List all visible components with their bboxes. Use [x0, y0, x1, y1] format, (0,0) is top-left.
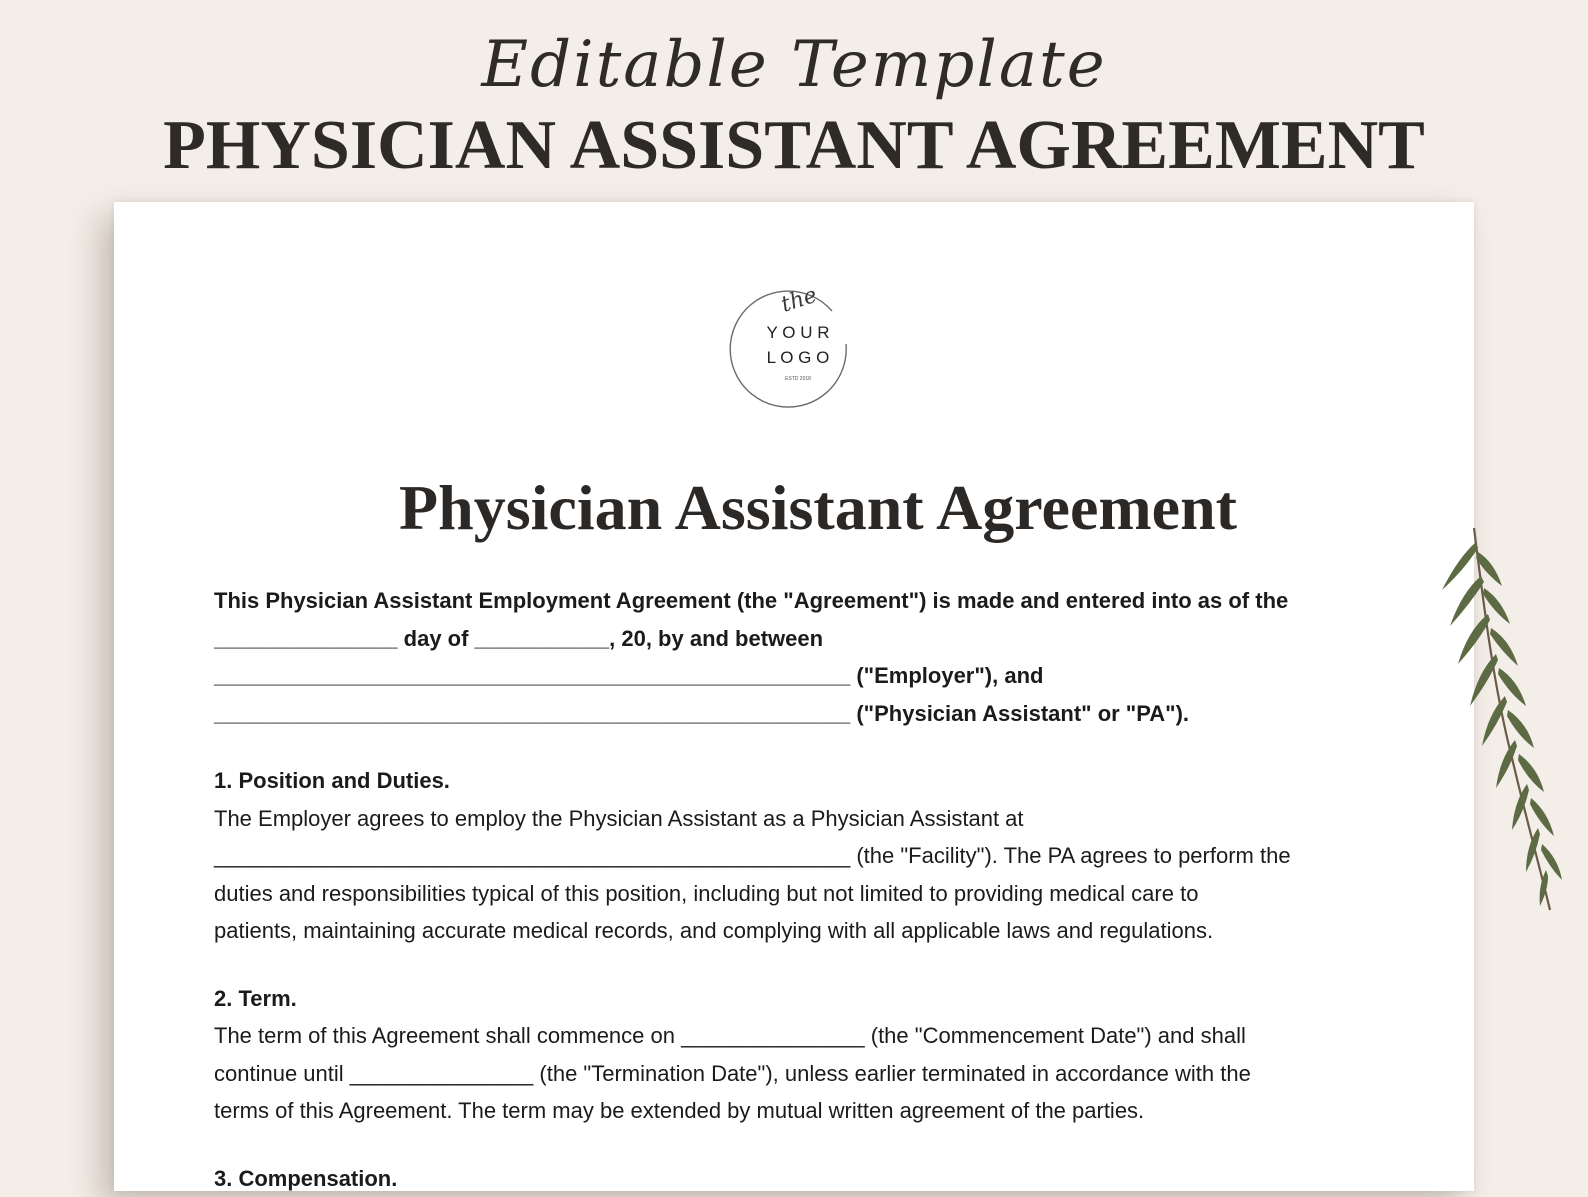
intro-line: ____________________________________________________ ("Employer"), and	[214, 657, 1394, 695]
rosemary-sprig-decoration	[1428, 518, 1588, 918]
section-line: duties and responsibilities typical of this position, including but not limited to providing medical care to	[214, 875, 1394, 913]
product-title: PHYSICIAN ASSISTANT AGREEMENT	[0, 104, 1588, 188]
section-text-position-duties	[214, 800, 1394, 950]
section-text-term	[214, 1017, 1394, 1130]
logo-placeholder	[728, 276, 868, 416]
intro-line: ____________________________________________________ ("Physician Assistant" or "PA").	[214, 695, 1394, 733]
sprig-leaves	[1442, 542, 1562, 906]
section-heading-position-duties: 1. Position and Duties.	[214, 762, 1394, 800]
script-subtitle: Editable Template	[0, 20, 1588, 110]
section-line: continue until _______________ (the "Termination Date"), unless earlier terminated in accordance with the	[214, 1055, 1394, 1093]
section-line: ____________________________________________________ (the "Facility"). The PA agrees to perform the	[214, 837, 1394, 875]
section-line: The Employer agrees to employ the Physician Assistant as a Physician Assistant at	[214, 800, 1394, 838]
intro-paragraph	[214, 582, 1394, 732]
logo-established-text: ESTD 2018	[785, 376, 811, 382]
section-line: terms of this Agreement. The term may be extended by mutual written agreement of the parties.	[214, 1092, 1394, 1130]
logo-line-2: L O G O	[767, 348, 830, 367]
document-page	[114, 202, 1474, 1191]
section-line: The term of this Agreement shall commence on _______________ (the "Commencement Date") and shall	[214, 1017, 1394, 1055]
document-body	[214, 582, 1394, 1197]
logo-script-word: the	[778, 283, 820, 318]
section-heading-compensation: 3. Compensation.	[214, 1160, 1394, 1197]
section-line: patients, maintaining accurate medical records, and complying with all applicable laws and regulations.	[214, 912, 1394, 950]
section-heading-term: 2. Term.	[214, 980, 1394, 1018]
logo-line-1: Y O U R	[767, 323, 830, 342]
document-title: Physician Assistant Agreement	[114, 470, 1522, 546]
logo-graphic	[728, 276, 868, 416]
intro-line: This Physician Assistant Employment Agreement (the "Agreement") is made and entered into as of the	[214, 582, 1394, 620]
intro-line: _______________ day of ___________, 20, by and between	[214, 620, 1394, 658]
